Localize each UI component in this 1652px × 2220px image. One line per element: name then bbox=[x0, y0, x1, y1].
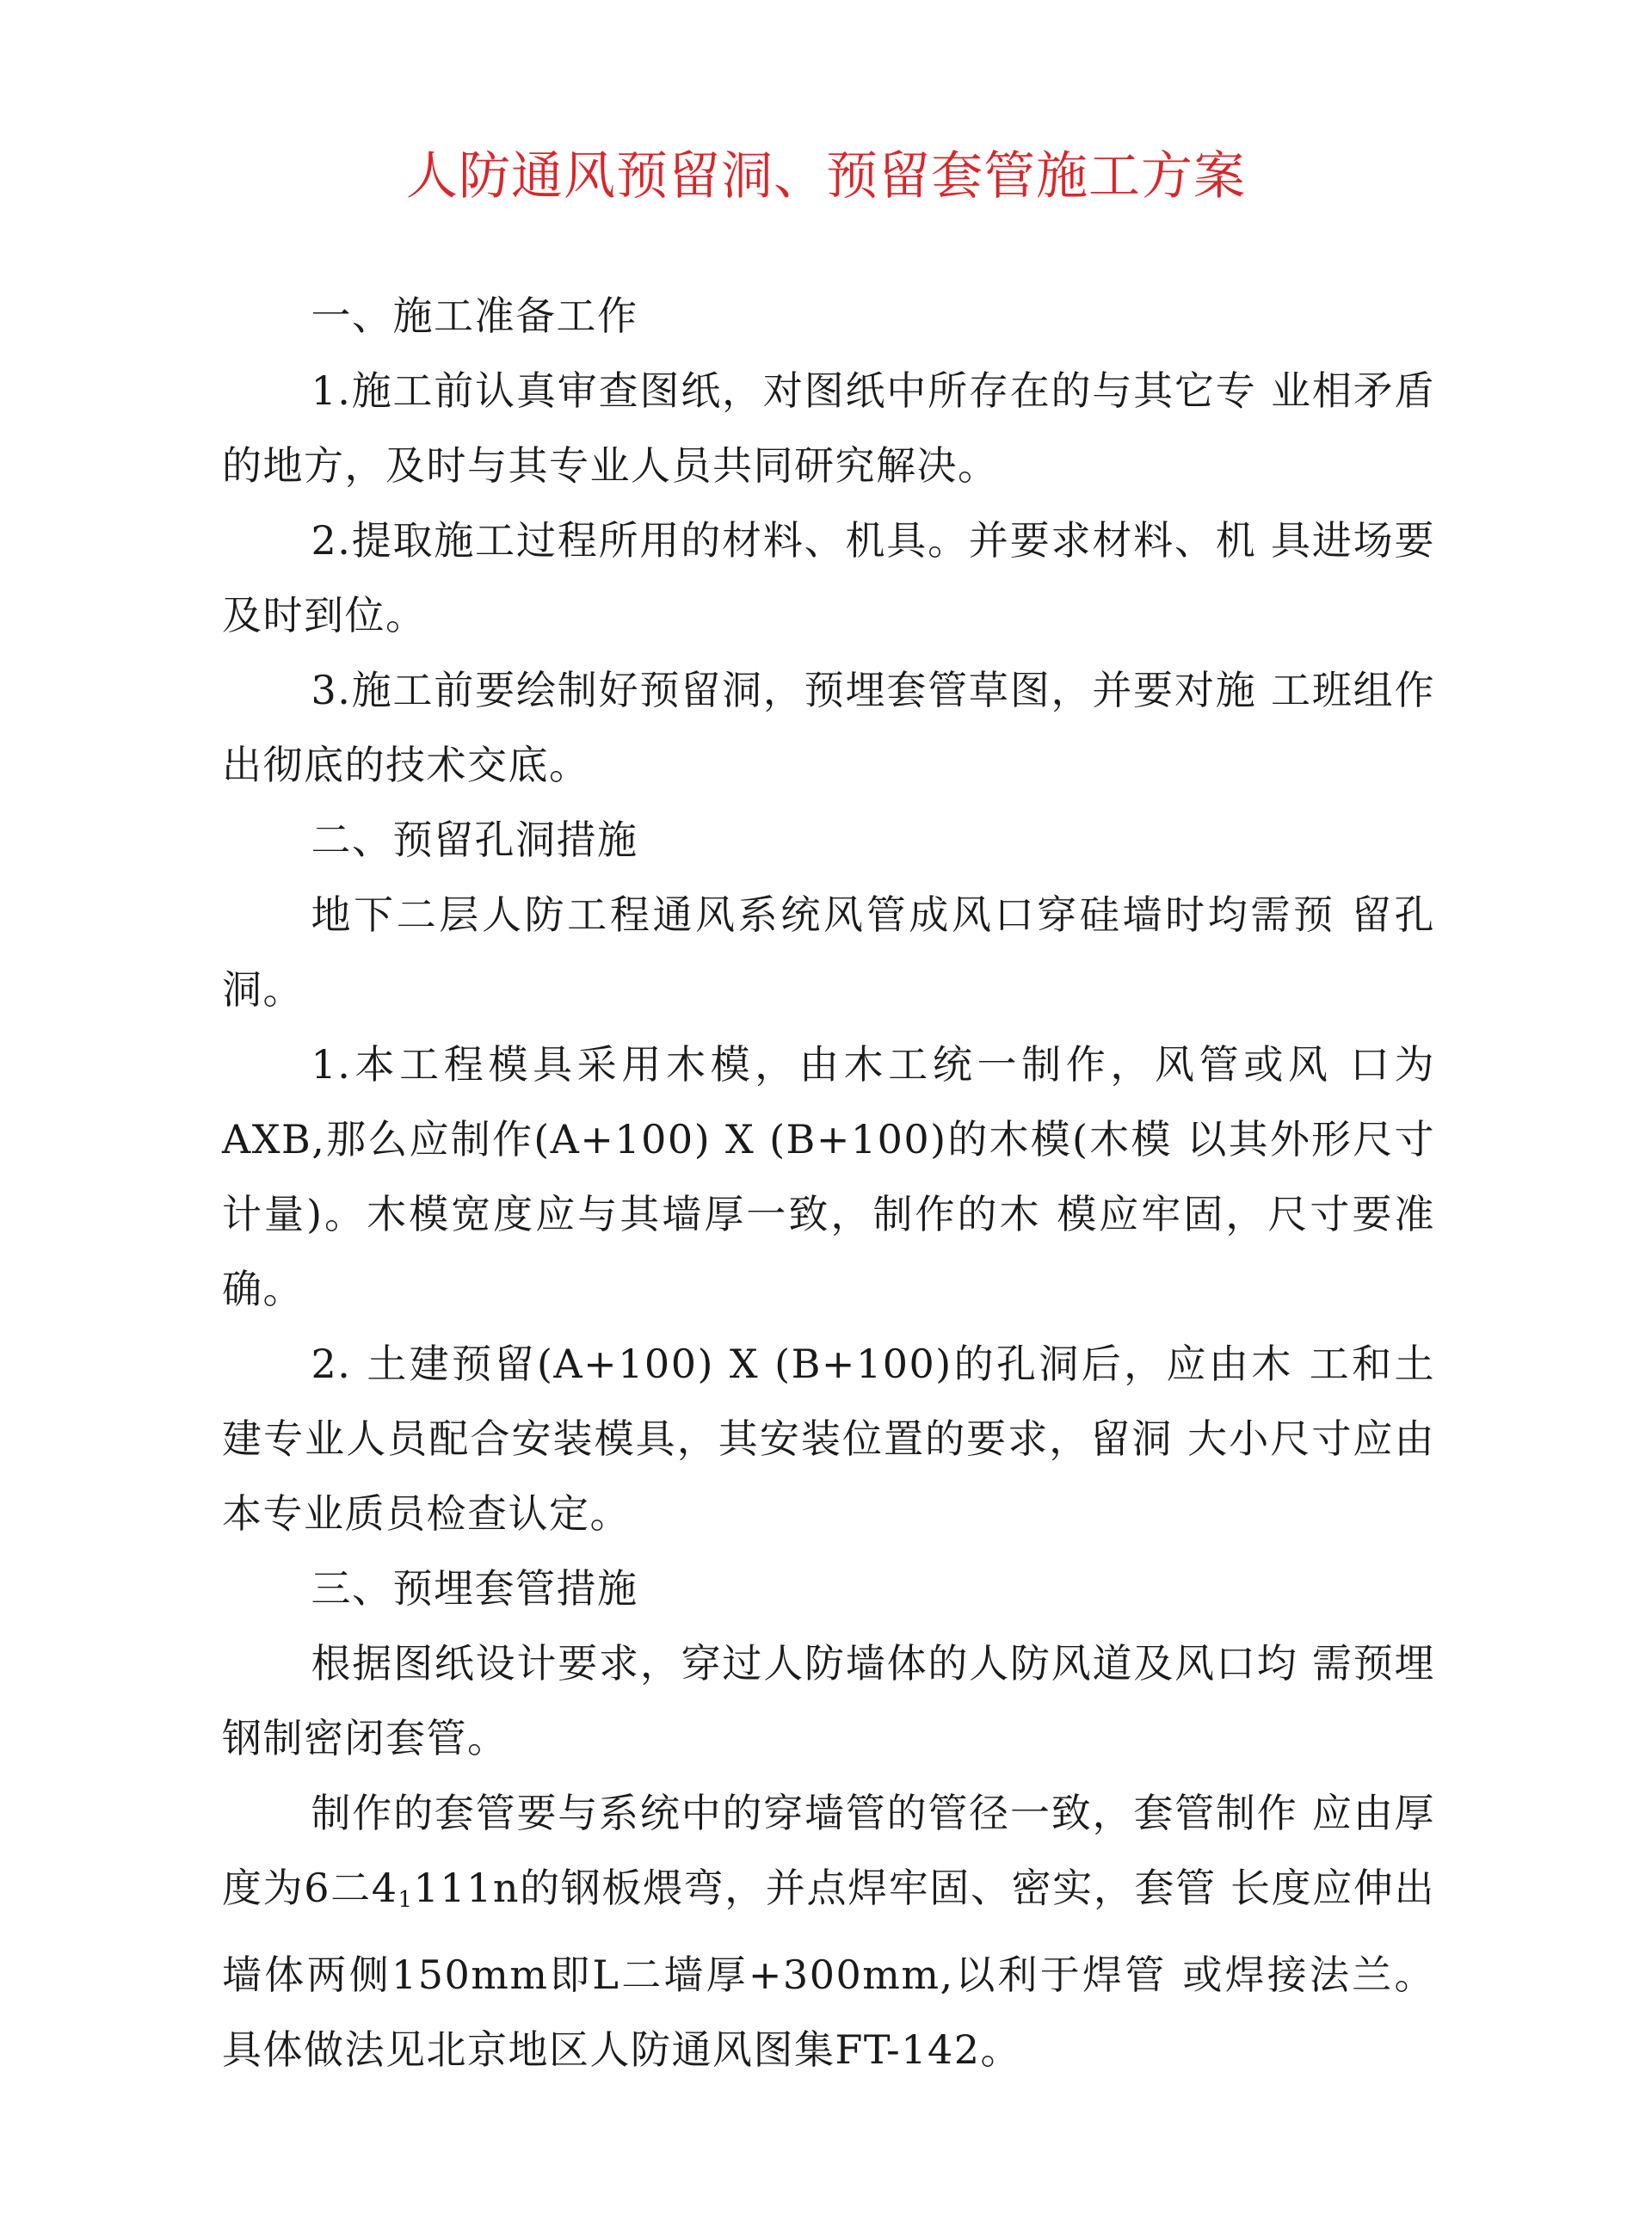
sleeve-text-subscript: 1 bbox=[398, 1887, 414, 1913]
paragraph-materials: 2.提取施工过程所用的材料、机具。并要求材料、机 具进场要及时到位。 bbox=[222, 517, 1435, 638]
section-heading-reserved-holes: 二、预留孔洞措施 bbox=[311, 817, 638, 863]
paragraph-sketch-briefing: 3.施工前要绘制好预留洞，预埋套管草图，并要对施 工班组作出彻底的技术交底。 bbox=[222, 667, 1435, 788]
paragraph-civil-reservation: 2. 土建预留(A+100) X (B+100)的孔洞后，应由木 工和土建专业人员配合安装模具，其安装位置的要求，留洞 大小尺寸应由本专业质员检查认定。 bbox=[222, 1341, 1435, 1537]
document-title: 人防通风预留洞、预留套管施工方案 bbox=[406, 146, 1246, 207]
document-body bbox=[222, 279, 1435, 2087]
paragraph-basement-holes: 地下二层人防工程通风系统风管成风口穿硅墙时均需预 留孔洞。 bbox=[222, 891, 1435, 1013]
paragraph-sleeve-fabrication bbox=[222, 1776, 1435, 2087]
sleeve-text-part-1: 制作的套管要与系统中的穿墙管的管径一致，套管制作 应由厚度为6二4 bbox=[222, 1790, 1435, 1911]
paragraph-sleeve-requirement: 根据图纸设计要求，穿过人防墙体的人防风道及风口均 需预埋钢制密闭套管。 bbox=[222, 1640, 1435, 1761]
sleeve-text-part-2: 111n的钢板煨弯，并点焊牢固、密实，套管 长度应伸出墙体两侧150mm即L二墙厚+300mm,以利于焊管 或焊接法兰。具体做法见北京地区人防通风图集FT-142。 bbox=[222, 1865, 1435, 2073]
paragraph-wood-mold: 1.本工程模具采用木模，由木工统一制作，风管或风 口为AXB,那么应制作(A+100) X (B+100)的木模(木模 以其外形尺寸计量)。木模宽度应与其墙厚一致，制作的木 模应牢固，尺寸要准确。 bbox=[222, 1041, 1435, 1312]
section-heading-preparation: 一、施工准备工作 bbox=[311, 293, 638, 339]
paragraph-review-drawings: 1.施工前认真审查图纸，对图纸中所存在的与其它专 业相矛盾的地方，及时与其专业人员共同研究解决。 bbox=[222, 367, 1435, 489]
section-heading-embedded-sleeves: 三、预埋套管措施 bbox=[311, 1565, 638, 1612]
